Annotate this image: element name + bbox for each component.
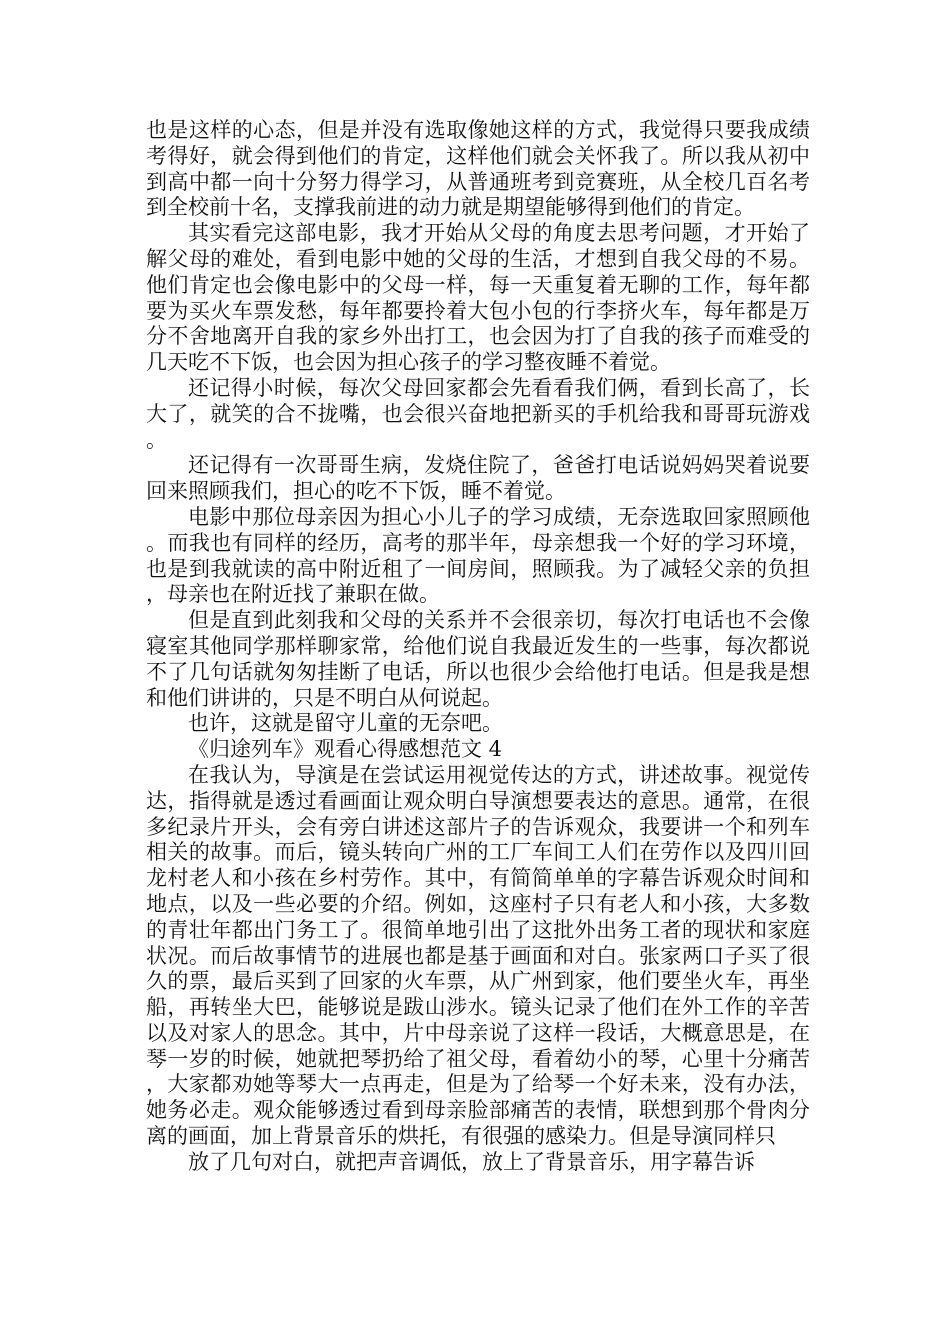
paragraph: 放了几句对白，就把声音调低，放上了背景音乐，用字幕告诉 — [188, 1149, 755, 1174]
paragraph: 电影中那位母亲因为担心小儿子的学习成绩，无奈选取回家照顾他。而我也有同样的经历，高考的那半年，母亲想我一个好的学习环境，也是到我就读的高中附近租了一间房间，照顾我。为了减轻父亲的负担，母亲也在附近找了兼职在做。 — [146, 504, 810, 607]
paragraph: 也是这样的心态，但是并没有选取像她这样的方式，我觉得只要我成绩考得好，就会得到他们的肯定，这样他们就会关怀我了。所以我从初中到高中都一向十分努力得学习，从普通班考到竞赛班，从全校几百名考到全校前十名，支撑我前进的动力就是期望能够得到他们的肯定。 — [146, 118, 810, 220]
paragraph: 其实看完这部电影，我才开始从父母的角度去思考问题，才开始了解父母的难处，看到电影中她的父母的生活，才想到自我父母的不易。他们肯定也会像电影中的父母一样，每一天重复着无聊的工作，每年都要为买火车票发愁，每年都要拎着大包小包的行李挤火车，每年都是万分不舍地离开自我的家乡外出打工，也会因为打了自我的孩子而难受的几天吃不下饭，也会因为担心孩子的学习整夜睡不着觉。 — [146, 221, 810, 375]
paragraph: 还记得有一次哥哥生病，发烧住院了，爸爸打电话说妈妈哭着说要回来照顾我们，担心的吃不下饭，睡不着觉。 — [146, 453, 810, 504]
paragraph: 在我认为，导演是在尝试运用视觉传达的方式，讲述故事。视觉传达，指得就是透过看画面让观众明白导演想要表达的意思。通常，在很多纪录片开头，会有旁白讲述这部片子的告诉观众，我要讲一个和列车相关的故事。而后，镜头转向广州的工厂车间工人们在劳作以及四川回龙村老人和小孩在乡村劳作。其中，有简简单单的字幕告诉观众时间和地点，以及一些必要的介绍。例如，这座村子只有老人和小孩，大多数的青壮年都出门务工了。很简单地引出了这批外出务工者的现状和家庭状况。而后故事情节的进展也都是基于画面和对白。张家两口子买了很久的票，最后买到了回家的火车票，从广州到家，他们要坐火车，再坐船，再转坐大巴，能够说是跋山涉水。镜头记录了他们在外工作的辛苦以及对家人的思念。其中，片中母亲说了这样一段话，大概意思是，在琴一岁的时候，她就把琴扔给了祖父母，看着幼小的琴，心里十分痛苦，大家都劝她等琴大一点再走，但是为了给琴一个好未来，没有办法，她务必走。观众能够透过看到母亲脸部痛苦的表情，联想到那个骨肉分离的画面，加上背景音乐的烘托，有很强的感染力。但是导演同样只 — [146, 762, 810, 1149]
paragraph: 也许，这就是留守儿童的无奈吧。 — [188, 711, 503, 736]
paragraph: 还记得小时候，每次父母回家都会先看看我们俩，看到长高了，长大了，就笑的合不拢嘴，也会很兴奋地把新买的手机给我和哥哥玩游戏。 — [146, 375, 810, 452]
paragraph: 但是直到此刻我和父母的关系并不会很亲切，每次打电话也不会像寝室其他同学那样聊家常，给他们说自我最近发生的一些事，每次都说不了几句话就匆匆挂断了电话，所以也很少会给他打电话。但是我是想和他们讲讲的，只是不明白从何说起。 — [146, 608, 810, 710]
section-heading: 《归途列车》观看心得感想范文 4 — [188, 737, 503, 762]
document-body — [146, 118, 810, 1176]
